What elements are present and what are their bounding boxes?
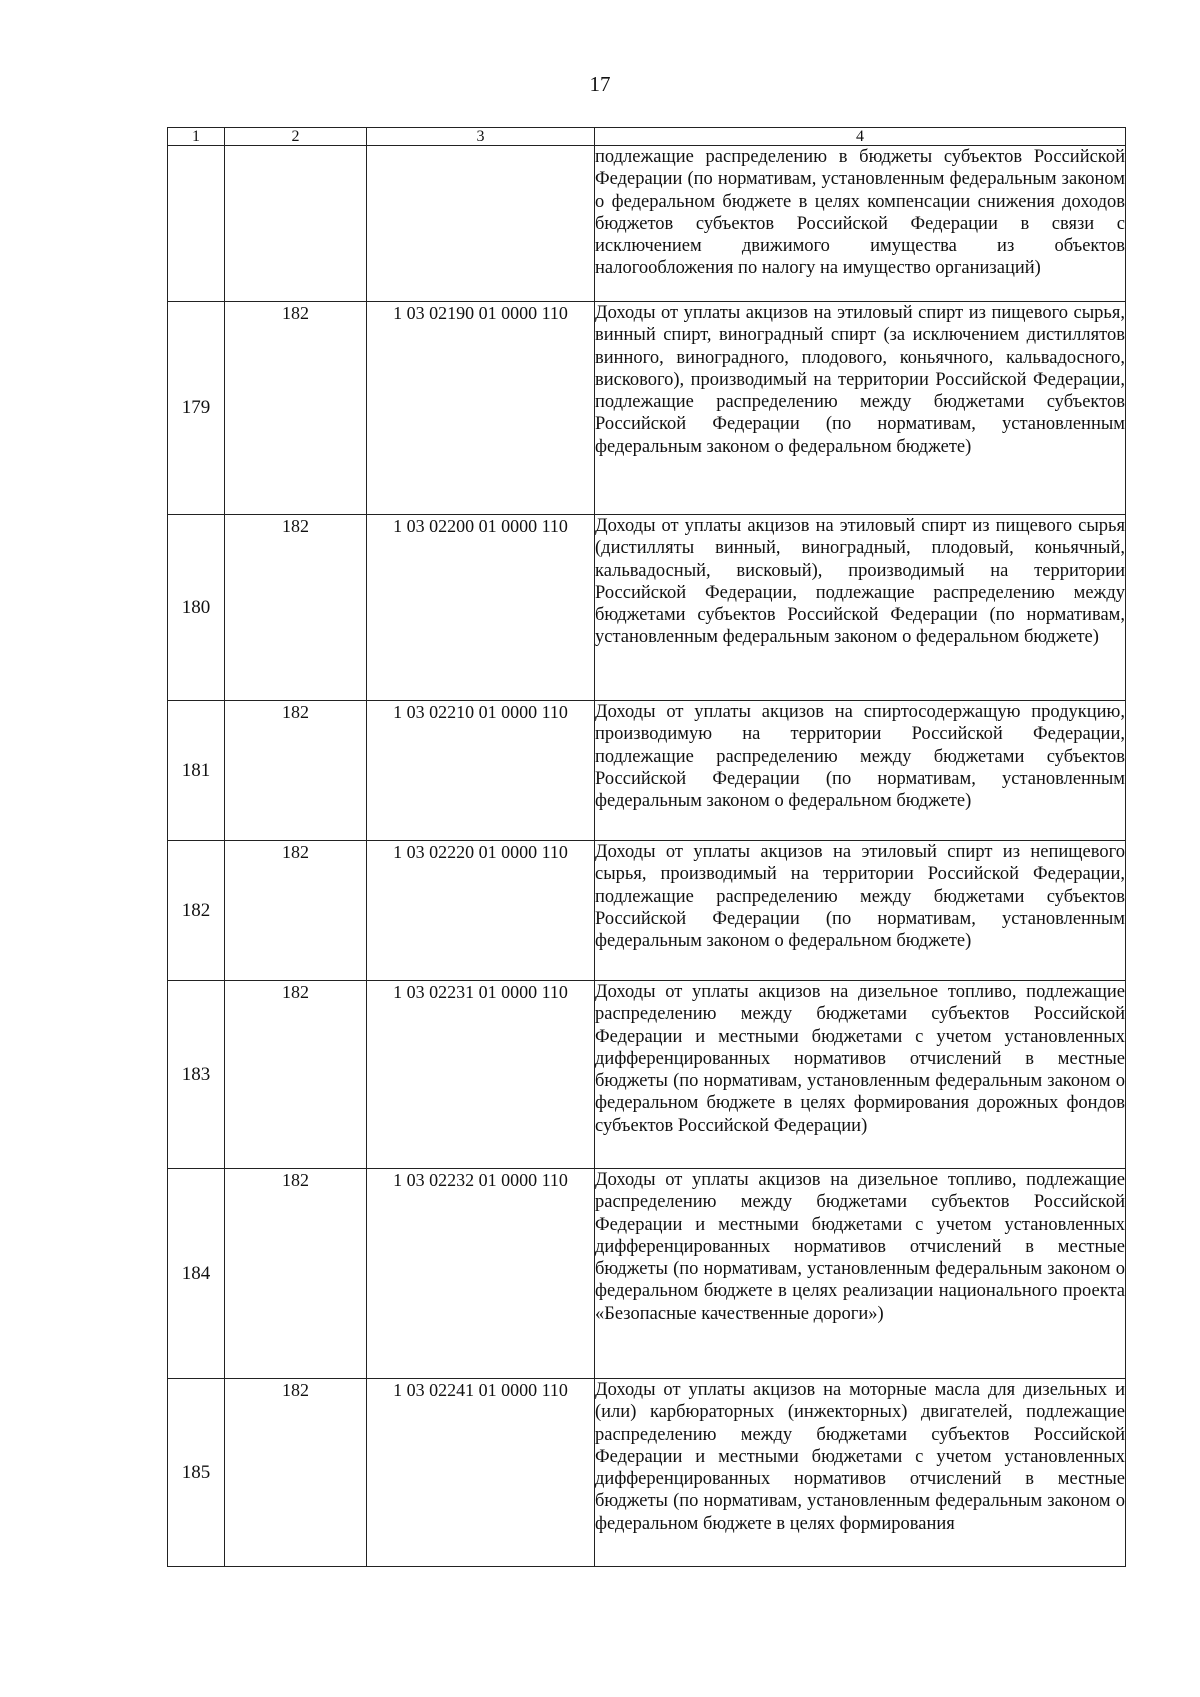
revenue-description: Доходы от уплаты акцизов на этиловый спирт из пищевого сырья (дистилляты винный, виноградный, плодовый, коньячный, кальвадосный, висковый), производимый на территории Российской Федерации, подлежащие распределению между бюджетами субъектов Российской Федерации (по нормативам, установленным федеральным законом о федеральном бюджете) xyxy=(595,515,1126,701)
revenue-description: подлежащие распределению в бюджеты субъектов Российской Федерации (по нормативам, установленным федеральным законом о федеральном бюджете в целях компенсации снижения доходов бюджетов субъектов Российской Федерации в связи с исключением движимого имущества из объектов налогообложения по налогу на имущество организаций) xyxy=(595,146,1126,302)
budget-classification-code: 1 03 02232 01 0000 110 xyxy=(367,1169,595,1379)
table-row xyxy=(168,515,1126,701)
admin-code: 182 xyxy=(225,515,367,701)
table-row xyxy=(168,146,1126,302)
revenue-description: Доходы от уплаты акцизов на этиловый спирт из непищевого сырья, производимый на территории Российской Федерации, подлежащие распределению между бюджетами субъектов Российской Федерации (по нормативам, установленным федеральным законом о федеральном бюджете) xyxy=(595,841,1126,981)
table-row xyxy=(168,701,1126,841)
row-number: 184 xyxy=(168,1169,225,1379)
table-row xyxy=(168,841,1126,981)
column-header-2: 2 xyxy=(225,128,367,146)
table-row xyxy=(168,981,1126,1169)
budget-classification-code xyxy=(367,146,595,302)
table-row xyxy=(168,1379,1126,1567)
row-number: 180 xyxy=(168,515,225,701)
admin-code: 182 xyxy=(225,981,367,1169)
row-number: 182 xyxy=(168,841,225,981)
table-header-row xyxy=(168,128,1126,146)
admin-code: 182 xyxy=(225,302,367,515)
budget-classification-code: 1 03 02210 01 0000 110 xyxy=(367,701,595,841)
revenue-table xyxy=(167,127,1126,1567)
revenue-description: Доходы от уплаты акцизов на дизельное топливо, подлежащие распределению между бюджетами субъектов Российской Федерации и местными бюджетами с учетом установленных дифференцированных нормативов отчислений в местные бюджеты (по нормативам, установленным федеральным законом о федеральном бюджете в целях формирования дорожных фондов субъектов Российской Федерации) xyxy=(595,981,1126,1169)
table-row xyxy=(168,1169,1126,1379)
table-row xyxy=(168,302,1126,515)
row-number: 181 xyxy=(168,701,225,841)
budget-classification-code: 1 03 02220 01 0000 110 xyxy=(367,841,595,981)
row-number: 183 xyxy=(168,981,225,1169)
column-header-4: 4 xyxy=(595,128,1126,146)
admin-code: 182 xyxy=(225,1379,367,1567)
revenue-description: Доходы от уплаты акцизов на моторные масла для дизельных и (или) карбюраторных (инжекторных) двигателей, подлежащие распределению между бюджетами субъектов Российской Федерации и местными бюджетами с учетом установленных дифференцированных нормативов отчислений в местные бюджеты (по нормативам, установленным федеральным законом о федеральном бюджете в целях формирования xyxy=(595,1379,1126,1567)
revenue-description: Доходы от уплаты акцизов на дизельное топливо, подлежащие распределению между бюджетами субъектов Российской Федерации и местными бюджетами с учетом установленных дифференцированных нормативов отчислений в местные бюджеты (по нормативам, установленным федеральным законом о федеральном бюджете в целях реализации национального проекта «Безопасные качественные дороги») xyxy=(595,1169,1126,1379)
budget-classification-code: 1 03 02200 01 0000 110 xyxy=(367,515,595,701)
revenue-description: Доходы от уплаты акцизов на спиртосодержащую продукцию, производимую на территории Российской Федерации, подлежащие распределению между бюджетами субъектов Российской Федерации (по нормативам, установленным федеральным законом о федеральном бюджете) xyxy=(595,701,1126,841)
column-header-1: 1 xyxy=(168,128,225,146)
row-number xyxy=(168,146,225,302)
revenue-description: Доходы от уплаты акцизов на этиловый спирт из пищевого сырья, винный спирт, виноградный спирт (за исключением дистиллятов винного, виноградного, плодового, коньячного, кальвадосного, вискового), производимый на территории Российской Федерации, подлежащие распределению между бюджетами субъектов Российской Федерации (по нормативам, установленным федеральным законом о федеральном бюджете) xyxy=(595,302,1126,515)
admin-code: 182 xyxy=(225,1169,367,1379)
admin-code: 182 xyxy=(225,701,367,841)
row-number: 179 xyxy=(168,302,225,515)
admin-code: 182 xyxy=(225,841,367,981)
column-header-3: 3 xyxy=(367,128,595,146)
admin-code xyxy=(225,146,367,302)
row-number: 185 xyxy=(168,1379,225,1567)
budget-classification-code: 1 03 02231 01 0000 110 xyxy=(367,981,595,1169)
budget-classification-code: 1 03 02241 01 0000 110 xyxy=(367,1379,595,1567)
page-number: 17 xyxy=(589,72,611,96)
budget-classification-code: 1 03 02190 01 0000 110 xyxy=(367,302,595,515)
